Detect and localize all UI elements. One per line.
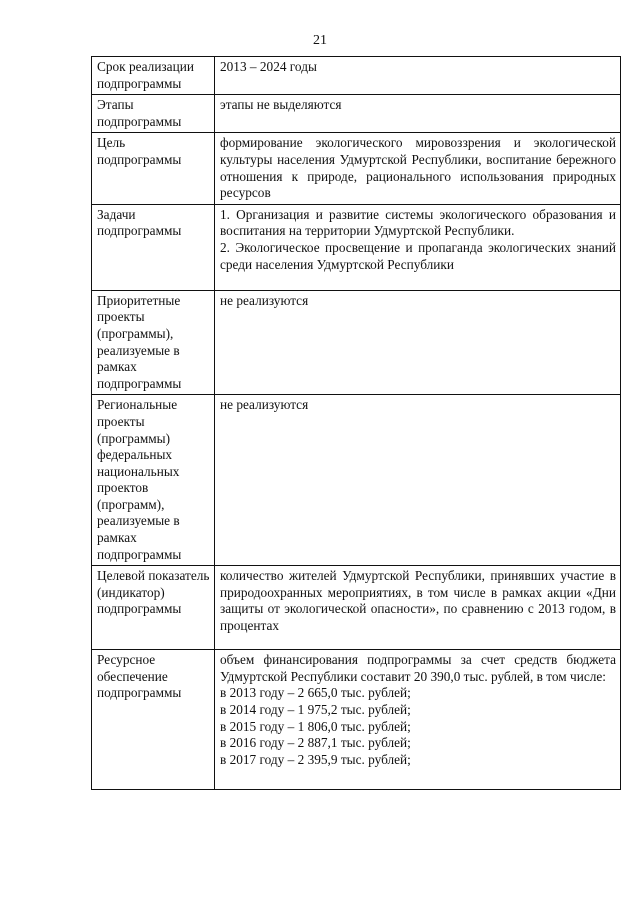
row-resource-support bbox=[92, 650, 621, 790]
row-label: Срок реализации подпрограммы bbox=[92, 57, 215, 95]
task-item: 2. Экологическое просвещение и пропаганда экологических знаний среди населения Удмуртской Республики bbox=[220, 239, 616, 272]
row-value bbox=[215, 290, 621, 395]
funding-year-item: в 2013 году – 2 665,0 тыс. рублей; bbox=[220, 685, 411, 701]
row-value bbox=[215, 95, 621, 133]
row-goal bbox=[92, 133, 621, 204]
row-label: Цель подпрограммы bbox=[92, 133, 215, 204]
row-label: Задачи подпрограммы bbox=[92, 204, 215, 290]
funding-year-item: в 2016 году – 2 887,1 тыс. рублей; bbox=[220, 735, 411, 751]
row-tasks bbox=[92, 204, 621, 290]
funding-year-item: в 2014 году – 1 975,2 тыс. рублей; bbox=[220, 702, 411, 718]
row-label: Этапы подпрограммы bbox=[92, 95, 215, 133]
row-label: Региональные проекты (программы) федеральных национальных проектов (программ), реализуемые в рамках подпрограммы bbox=[92, 395, 215, 566]
funding-year-item: в 2017 году – 2 395,9 тыс. рублей; bbox=[220, 751, 411, 767]
row-value bbox=[215, 650, 621, 790]
task-item: 1. Организация и развитие системы экологического образования и воспитания на территории Удмуртской Республики. bbox=[220, 206, 616, 239]
row-target-indicator bbox=[92, 566, 621, 650]
page-number: 21 bbox=[313, 33, 327, 48]
row-regional-projects bbox=[92, 395, 621, 566]
target-indicator-value: количество жителей Удмуртской Республики, принявших участие в природоохранных мероприятиях, в том числе в рамках акции «Дни защиты от экологической опасности», по сравнению с 2013 годом, в процентах bbox=[220, 568, 616, 634]
subprogram-passport-table bbox=[91, 56, 621, 790]
row-label: Ресурсное обеспечение подпрограммы bbox=[92, 650, 215, 790]
row-priority-projects bbox=[92, 290, 621, 395]
row-value bbox=[215, 566, 621, 650]
row-label: Приоритетные проекты (программы), реализуемые в рамках подпрограммы bbox=[92, 290, 215, 395]
row-implementation-period bbox=[92, 57, 621, 95]
stages-value: этапы не выделяются bbox=[220, 97, 342, 113]
row-value bbox=[215, 133, 621, 204]
priority-projects-value: не реализуются bbox=[220, 292, 309, 308]
row-label: Целевой показатель (индикатор) подпрограммы bbox=[92, 566, 215, 650]
row-stages bbox=[92, 95, 621, 133]
regional-projects-value: не реализуются bbox=[220, 397, 309, 413]
row-value bbox=[215, 204, 621, 290]
row-value bbox=[215, 395, 621, 566]
period-value: 2013 – 2024 годы bbox=[220, 59, 317, 74]
goal-value: формирование экологического мировоззрения и экологической культуры населения Удмуртской Республики, воспитание бережного отношения к природе, рационального использования природных ресурсов bbox=[220, 135, 616, 201]
funding-year-item: в 2015 году – 1 806,0 тыс. рублей; bbox=[220, 718, 411, 734]
funding-intro: объем финансирования подпрограммы за счет средств бюджета Удмуртской Республики составит 20 390,0 тыс. рублей, в том числе: bbox=[220, 652, 616, 684]
row-value bbox=[215, 57, 621, 95]
